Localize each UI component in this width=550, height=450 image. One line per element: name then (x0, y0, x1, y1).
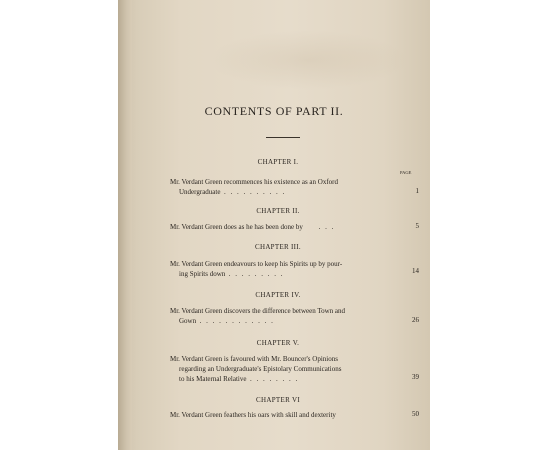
entry-line: Mr. Verdant Green feathers his oars with skill and dexterity (170, 411, 336, 419)
leader-dots: . . . . . . . . . . . . (199, 317, 275, 325)
chapter-heading: CHAPTER III. (255, 243, 301, 251)
entry-line-cont (170, 316, 398, 326)
page-number: 26 (412, 316, 419, 324)
page-number: 1 (415, 187, 419, 195)
entry-line: Mr. Verdant Green endeavours to keep his Spirits up by pour- (170, 260, 343, 268)
entry-line: regarding an Undergraduate's Epistolary Communications (179, 365, 342, 373)
chapter-entry (170, 259, 398, 279)
page-number: 5 (415, 222, 419, 230)
scanned-page (118, 0, 430, 450)
chapter-heading: CHAPTER IV. (255, 291, 301, 299)
paper-stain (208, 30, 408, 90)
entry-line-cont (170, 269, 398, 279)
page-column-label: PAGE (400, 170, 412, 175)
chapter-heading: CHAPTER II. (256, 207, 300, 215)
chapter-entry (170, 222, 398, 232)
entry-line-cont (170, 374, 398, 384)
entry-line: ing Spirits down (179, 270, 226, 278)
entry-line: Gown (179, 317, 197, 325)
title-rule (266, 137, 300, 138)
chapter-heading: CHAPTER I. (257, 158, 299, 166)
page-number: 39 (412, 373, 419, 381)
entry-line: Mr. Verdant Green is favoured with Mr. Bouncer's Opinions (170, 355, 338, 363)
page-number: 50 (412, 410, 419, 418)
entry-line: Mr. Verdant Green recommences his existence as an Oxford (170, 178, 339, 186)
leader-dots: . . . . . . . . . . (223, 188, 286, 196)
chapter-heading: CHAPTER V. (256, 339, 300, 347)
entry-line-cont (170, 187, 398, 197)
book-spine (118, 0, 132, 450)
chapter-entry (170, 306, 398, 326)
leader-dots: . . . (318, 223, 335, 231)
chapter-entry (170, 177, 398, 197)
page-number: 14 (412, 267, 419, 275)
entry-line-cont (170, 222, 398, 232)
chapter-entry (170, 354, 398, 384)
chapter-entry (170, 410, 398, 420)
entry-line: Mr. Verdant Green discovers the difference between Town and (170, 307, 346, 315)
entry-line: Undergraduate (179, 188, 221, 196)
entry-line: Mr. Verdant Green does as he has been done by (170, 223, 303, 231)
page-title: CONTENTS OF PART II. (204, 104, 344, 118)
leader-dots: . . . . . . . . (249, 375, 299, 383)
entry-line: to his Maternal Relative (179, 375, 247, 383)
leader-dots: . . . . . . . . . (228, 270, 285, 278)
chapter-heading: CHAPTER VI (256, 396, 300, 404)
